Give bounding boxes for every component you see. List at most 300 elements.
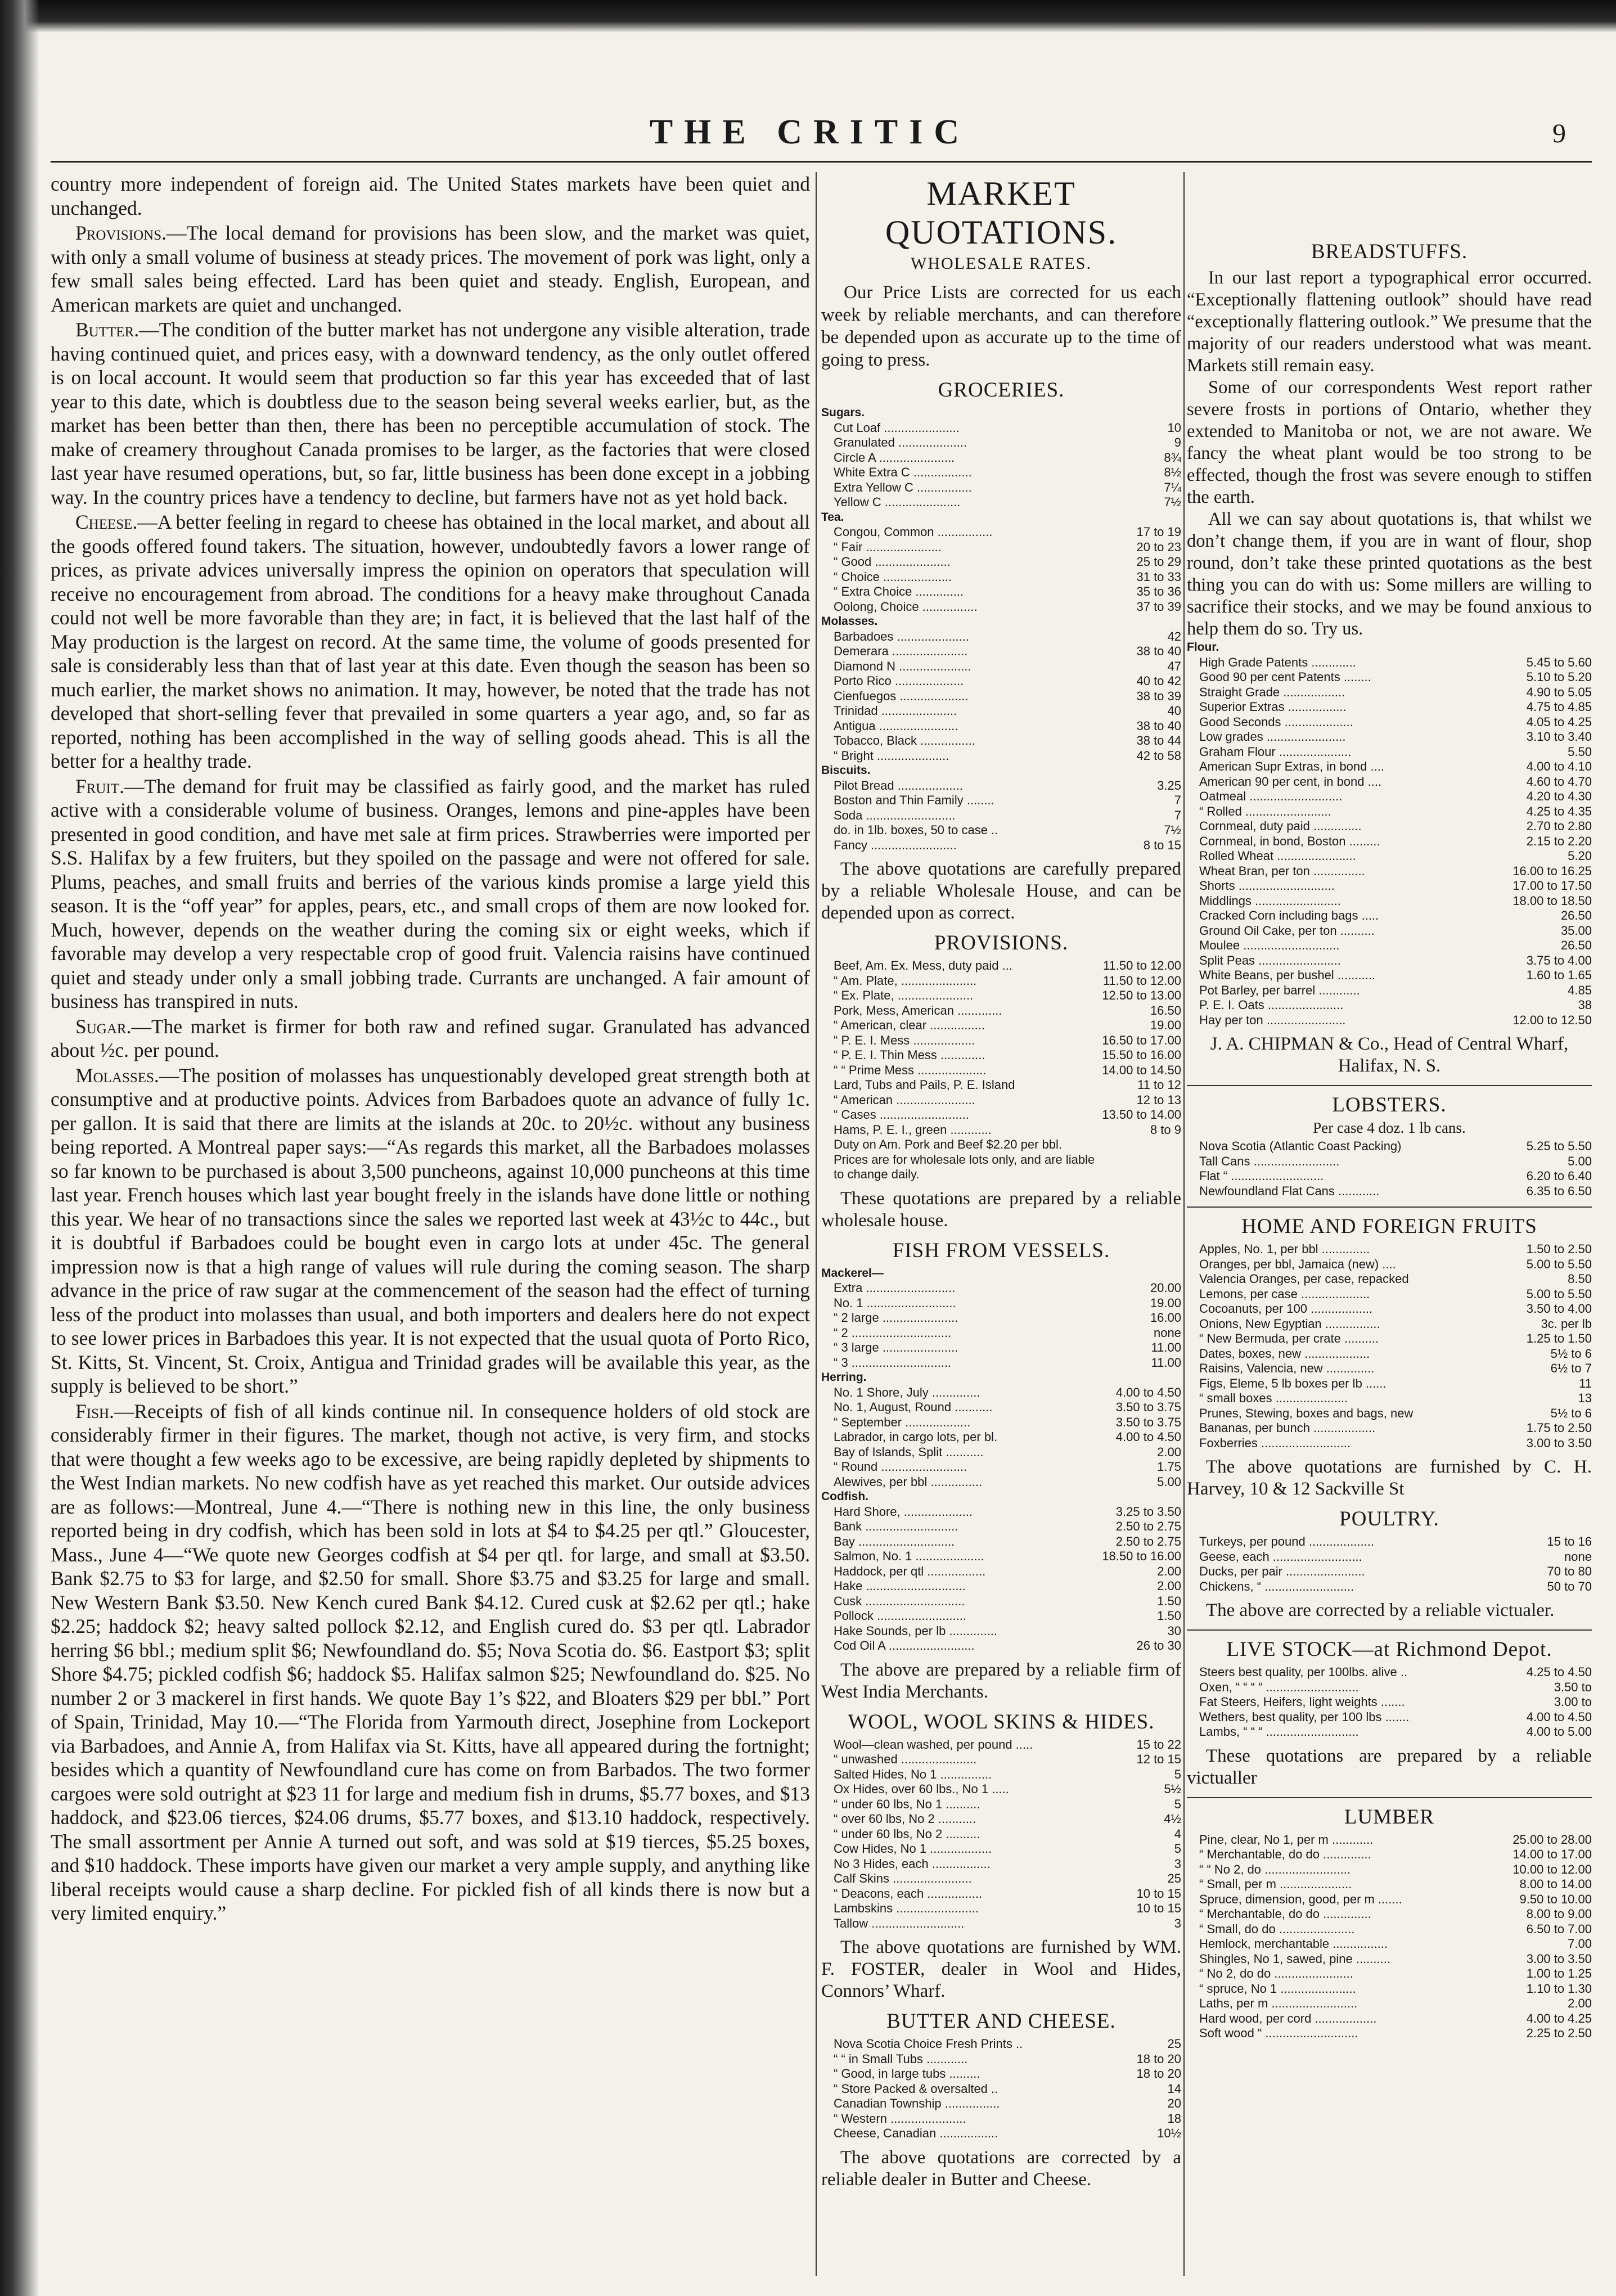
price-row xyxy=(821,495,1181,510)
paragraph-text: —Receipts of fish of all kinds continue nil. In consequence holders of old stock are considerably firmer in their figures. The market, though not active, is very firm, and stocks that were thought a few weeks ago to be excessive, are being rapidly depleted by shipments to the West Indian markets. No new codfish have as yet reached this market. Our outside advices are as follows:—Montreal, June 4.—“There is nothing new in this line, the only business reported being in dry codfish, which has been sold in lots at $4 to $4.25 per qtl.” Gloucester, Mass., June 4—“We quote new Georges codfish at $4 per qtl. for large, and small at $3.50. Bank $2.75 to $3 for large, and $2.50 for small. Shore $3.75 and $3.25 for large and small. New Western Bank $3.50. New Kench cured Bank $4.12. Cured cusk at $2.62 per qtl.; hake $2.25; haddock $2; heavy salted pollock $2.12, and English cured do. $3 per qtl. Labrador herring $6 bbl.; medium split $6; Newfoundland do. $5; Nova Scotia do. $6. Eastport $3; split Shore $4.75; pickled codfish $6; haddock $5. Halifax salmon $25; Newfoundland do. $25. No number 2 or 3 mackerel in first hands. We quote Bay 1’s $22, and Bloaters $29 per bbl.” Port of Spain, Trinidad, May 10.—“The Florida from Yarmouth direct, Josephine from Lockeport via Barbadoes, and Annie A, from Halifax via St. Kitts, have all appeared during the fortnight; besides which a quantity of Newfoundland cure has come on from Barbados. The two former cargoes were sold outright at $23 11 for large and medium fish in drums, $5.77 boxes, and $13 haddock, and $23.06 tierces, $24.06 drums, $5.77 boxes, and $13.10 haddock, respectively. The small assortment per Annie A turned out soft, and was sold at $19 tierces, $5.25 boxes, and $10 haddock. These imports have given our market a very ample supply, and anything like liberal receipts would cause a sharp decline. For pickled fish of all kinds there is now but a very limited enquiry.” xyxy=(51,1399,810,1924)
price-item: “ New Bermuda, per crate .......... xyxy=(1199,1331,1379,1345)
price-value: 8¾ xyxy=(1164,450,1181,465)
price-value: 19.00 xyxy=(1150,1295,1181,1310)
price-row xyxy=(1187,1847,1592,1862)
price-value: 4.00 to 5.00 xyxy=(1526,1725,1592,1739)
price-item: “ 3 large ...................... xyxy=(834,1340,958,1354)
price-value: 31 to 33 xyxy=(1136,569,1181,584)
price-item: Apples, No. 1, per bbl .............. xyxy=(1199,1242,1370,1256)
price-value: 5.00 xyxy=(1157,1474,1181,1489)
fish-section xyxy=(821,1239,1181,1703)
breadstuffs-section xyxy=(1187,240,1592,1077)
poultry-footer: The above are corrected by a reliable victualer. xyxy=(1206,1600,1555,1620)
price-value: 3.25 to 3.50 xyxy=(1115,1504,1181,1519)
price-item: Alewives, per bbl ............... xyxy=(834,1474,983,1489)
price-row xyxy=(1187,1317,1592,1332)
quotations-intro: Our Price Lists are corrected for us each week by reliable merchants, and can therefore be depended upon as accurate up to the time of going to press. xyxy=(821,282,1181,370)
price-value: 3c. per lb xyxy=(1541,1316,1592,1331)
commentary-paragraph xyxy=(51,1064,810,1398)
paragraph-lead: Butter. xyxy=(75,318,139,341)
price-value: 1.60 to 1.65 xyxy=(1526,968,1592,982)
price-value: 4.00 to 4.50 xyxy=(1526,1709,1592,1724)
price-item: Molasses. xyxy=(821,615,878,628)
price-item: Trinidad ...................... xyxy=(834,704,957,718)
scan-binding-edge xyxy=(0,0,39,2296)
price-value: 1.50 to 2.50 xyxy=(1526,1242,1592,1256)
lobsters-title: LOBSTERS. xyxy=(1332,1093,1447,1117)
price-item: Calf Skins ....................... xyxy=(834,1871,972,1885)
paragraph-text: —A better feeling in regard to cheese has obtained in the local market, and about all the goods offered found takers. The situation, however, undoubtedly favors a lower range of prices, as private advices universally impress the opinion on operators that speculation will receive no encouragement from abroad. The conditions for a heavy make throughout Canada could not well be more favorable than they are; in fact, it is believed that the last half of the May production is the largest on record. At the same time, the volume of goods presented for sale is considerably less than that of last year at this date. Even though the season has been so much earlier, the market shows no animation. It may, however, be noted that the trade has not developed that short-selling fever that prevailed in some quarters a year ago, and, so far as reported, nothing has been accomplished in the way of selling goods ahead. This is all the better for a healthy trade. xyxy=(51,511,810,772)
price-row xyxy=(1187,1287,1592,1302)
price-value: 4½ xyxy=(1164,1812,1181,1826)
price-value: 3.50 to xyxy=(1554,1680,1592,1694)
price-value: 12 to 13 xyxy=(1136,1092,1181,1107)
price-row xyxy=(1187,1257,1592,1272)
price-value: 25 to 29 xyxy=(1136,555,1181,569)
price-row xyxy=(1187,1302,1592,1317)
price-value: 12 to 15 xyxy=(1136,1752,1181,1766)
price-value: 10 to 15 xyxy=(1136,1901,1181,1915)
price-item: Wool—clean washed, per pound ..... xyxy=(834,1737,1033,1752)
price-row xyxy=(1187,1862,1592,1878)
price-value: 40 xyxy=(1167,704,1181,718)
lumber-table xyxy=(1187,1833,1592,2041)
price-value: 5 xyxy=(1174,1767,1181,1781)
price-item: Pilot Bread ................... xyxy=(834,778,963,793)
provisions-footer: These quotations are prepared by a reliable wholesale house. xyxy=(821,1188,1181,1231)
price-row xyxy=(821,629,1181,645)
price-item: Hake ............................. xyxy=(834,1579,966,1593)
groceries-table xyxy=(821,406,1181,853)
price-row xyxy=(821,2082,1181,2097)
price-row xyxy=(1187,983,1592,998)
price-row xyxy=(821,1812,1181,1827)
price-item: Shingles, No 1, sawed, pine .......... xyxy=(1199,1951,1390,1966)
price-item: White Extra C ................. xyxy=(834,465,972,479)
price-row xyxy=(821,1063,1181,1078)
price-item: Pot Barley, per barrel ............ xyxy=(1199,983,1360,997)
livestock-table xyxy=(1187,1665,1592,1740)
price-row xyxy=(821,406,1181,421)
price-row xyxy=(821,1266,1181,1281)
price-item: “ 2 ............................. xyxy=(834,1325,952,1340)
price-item: No. 1 Shore, July .............. xyxy=(834,1385,980,1399)
price-item: High Grade Patents ............. xyxy=(1199,655,1356,669)
breadstuffs-text-3: All we can say about quotations is, that whilst we don’t change them, if you are in want of flour, shop round, don’t take these printed quotations as the best thing you can do with us: Some millers are willing to sacrifice their stocks, and we may be found anxious to help them do so. Try us. xyxy=(1187,509,1592,639)
price-value: 38 to 44 xyxy=(1136,733,1181,748)
quotations-column-left xyxy=(821,172,1181,2276)
fish-title: FISH FROM VESSELS. xyxy=(892,1239,1110,1262)
price-value: 5½ to 6 xyxy=(1550,1346,1592,1361)
price-row xyxy=(1187,1725,1592,1740)
price-item: Cow Hides, No 1 .................. xyxy=(834,1842,992,1856)
price-row xyxy=(1187,894,1592,909)
fish-table xyxy=(821,1266,1181,1654)
price-item: Congou, Common ................ xyxy=(834,525,993,539)
price-value: 6.20 to 6.40 xyxy=(1526,1169,1592,1183)
price-item: Extra .......................... xyxy=(834,1281,956,1295)
breadstuffs-text-2: Some of our correspondents West report rather severe frosts in portions of Ontario, whether they extended to Manitoba or not, we are not aware. We fancy the wheat plant would be too strong to be effected, though the frost was severe enough to stiffen the earth. xyxy=(1187,377,1592,507)
price-value: 3 xyxy=(1174,1856,1181,1871)
price-row xyxy=(821,733,1181,749)
butter-title: BUTTER AND CHEESE. xyxy=(886,2010,1116,2033)
price-item: “ P. E. I. Thin Mess ............. xyxy=(834,1048,985,1062)
price-value: 10½ xyxy=(1157,2126,1181,2140)
price-item: Cornmeal, duty paid .............. xyxy=(1199,819,1362,833)
livestock-section xyxy=(1187,1637,1592,1789)
price-value: 5.10 to 5.20 xyxy=(1526,670,1592,684)
price-item: Oxen, “ “ “ “ ........................... xyxy=(1199,1680,1359,1694)
price-value: 5.45 to 5.60 xyxy=(1526,655,1592,669)
lobsters-table xyxy=(1187,1139,1592,1199)
price-value: 1.75 xyxy=(1157,1460,1181,1474)
scan-top-edge xyxy=(0,0,1616,33)
price-row xyxy=(821,1519,1181,1534)
price-row xyxy=(1187,1391,1592,1406)
paragraph-text: country more independent of foreign aid. The United States markets have been quiet and unchanged. xyxy=(51,173,810,219)
poultry-section xyxy=(1187,1507,1592,1622)
price-item: to change daily. xyxy=(834,1167,920,1181)
paragraph-lead: Cheese. xyxy=(75,511,138,533)
section-rule xyxy=(1187,1629,1592,1631)
price-item: No 3 Hides, each ................. xyxy=(834,1856,991,1871)
price-value: 3.00 to 3.50 xyxy=(1526,1435,1592,1450)
price-item: Granulated .................... xyxy=(834,435,967,449)
price-row xyxy=(821,1534,1181,1550)
price-row xyxy=(1187,745,1592,760)
price-item: Pork, Mess, American ............. xyxy=(834,1003,1002,1018)
price-value: 30 xyxy=(1167,1623,1181,1638)
lumber-section xyxy=(1187,1805,1592,2041)
price-row xyxy=(1187,1361,1592,1376)
price-row xyxy=(821,659,1181,674)
price-row xyxy=(1187,864,1592,879)
commentary-paragraph xyxy=(51,775,810,1014)
price-item: “ Western ...................... xyxy=(834,2111,966,2126)
price-row xyxy=(821,1857,1181,1872)
price-item: “ American ....................... xyxy=(834,1092,975,1107)
price-row xyxy=(821,1078,1181,1093)
price-item: Yellow C ...................... xyxy=(834,495,961,509)
price-row xyxy=(821,465,1181,480)
price-row xyxy=(821,540,1181,555)
price-row xyxy=(821,584,1181,600)
price-row xyxy=(821,1385,1181,1401)
price-row xyxy=(821,1737,1181,1753)
price-item: Tall Cans ......................... xyxy=(1199,1154,1340,1168)
price-item: Flat “ ........................... xyxy=(1199,1169,1324,1183)
price-value: 47 xyxy=(1167,659,1181,673)
price-item: Chickens, “ .......................... xyxy=(1199,1579,1354,1593)
price-row xyxy=(821,1430,1181,1445)
price-value: 7 xyxy=(1174,793,1181,807)
price-item: Biscuits. xyxy=(821,764,871,777)
paragraph-text: —The position of molasses has unquestionably developed great strength both at consumptive and at productive points. Advices from Barbadoes quote an advance of fully 1c. per gallon. It is said that there are limits at the islands at 20c. to 20½c. without any business being reported. A Montreal paper says:—“As regards this market, all the Barbadoes molasses so far known to be purchased is about 3,500 puncheons, against 10,000 puncheons at this time last year. French houses which last year bought freely in the islands have done little or nothing this year. We hear of no transactions since the sales we reported last week at 43½c to 44c., but it is doubtful if Barbadoes could be bought even in cargo lots at under 45c. The general impression now is that a high range of values will rule during the coming season. The sharp advance in the price of raw sugar at the commencement of the season had the effect of turning less of the product into molasses than usual, and both importers and dealers here do not expect to see lower prices in Barbadoes this year. It is not expected that the usual quota of Porto Rico, St. Kitts, St. Vincent, St. Croix, Antigua and Trinidad grades will be available this year, as the supply is believed to be short.” xyxy=(51,1064,810,1397)
price-value: 5.20 xyxy=(1568,849,1592,863)
price-value: 5.50 xyxy=(1568,744,1592,759)
price-value: 4.60 to 4.70 xyxy=(1526,774,1592,789)
price-item: Cienfuegos .................... xyxy=(834,688,969,703)
price-item: Foxberries .......................... xyxy=(1199,1435,1351,1450)
price-row xyxy=(1187,2026,1592,2041)
price-value: 4.00 to 4.50 xyxy=(1115,1430,1181,1444)
price-row xyxy=(821,763,1181,778)
price-item: Lemons, per case .................... xyxy=(1199,1286,1370,1301)
price-value: 8.00 to 14.00 xyxy=(1519,1877,1592,1891)
price-value: 11 xyxy=(1579,1376,1592,1390)
price-item: No. 1, August, Round ........... xyxy=(834,1400,993,1414)
price-row xyxy=(1187,1564,1592,1579)
price-value: 7½ xyxy=(1164,823,1181,837)
price-row xyxy=(821,600,1181,615)
price-value: 8 to 9 xyxy=(1150,1122,1181,1137)
price-row xyxy=(1187,1436,1592,1451)
price-row xyxy=(821,1752,1181,1767)
price-row xyxy=(821,793,1181,808)
price-value: 2.00 xyxy=(1568,1996,1592,2010)
price-row xyxy=(1187,1695,1592,1710)
price-row xyxy=(1187,685,1592,700)
price-item: Rolled Wheat ....................... xyxy=(1199,849,1356,863)
price-item: Ducks, per pair ....................... xyxy=(1199,1564,1365,1578)
price-item: Lard, Tubs and Pails, P. E. Island xyxy=(834,1078,1015,1092)
price-row xyxy=(821,435,1181,451)
price-row xyxy=(1187,1272,1592,1287)
price-row xyxy=(821,719,1181,734)
price-item: Soft wood “ ........................... xyxy=(1199,2026,1358,2040)
price-value: 3.00 to 3.50 xyxy=(1526,1951,1592,1966)
price-value: 8½ xyxy=(1164,465,1181,479)
price-value: 10.00 to 12.00 xyxy=(1513,1862,1592,1876)
price-row xyxy=(821,1445,1181,1460)
price-value: 25.00 to 28.00 xyxy=(1513,1832,1592,1847)
price-item: Duty on Am. Pork and Beef $2.20 per bbl. xyxy=(834,1137,1063,1151)
price-item: Mackerel— xyxy=(821,1266,884,1280)
price-value: 42 to 58 xyxy=(1136,748,1181,763)
price-item: Fat Steers, Heifers, light weights ....... xyxy=(1199,1695,1405,1709)
price-value: 70 to 80 xyxy=(1547,1564,1592,1578)
price-item: Ground Oil Cake, per ton .......... xyxy=(1199,923,1375,938)
livestock-footer: These quotations are prepared by a reliable victualler xyxy=(1187,1745,1592,1788)
price-item: Split Peas ........................ xyxy=(1199,953,1341,967)
price-value: 2.00 xyxy=(1157,1579,1181,1593)
price-item: “ Deacons, each ................ xyxy=(834,1886,983,1901)
price-item: Lambs, “ “ “ ........................... xyxy=(1199,1725,1359,1739)
price-item: Cheese, Canadian ................. xyxy=(834,2126,998,2140)
price-row xyxy=(821,2067,1181,2082)
price-row xyxy=(821,1326,1181,1341)
price-value: 7.00 xyxy=(1568,1937,1592,1951)
price-item: “ 2 large ...................... xyxy=(834,1311,958,1325)
price-item: “ Rolled ......................... xyxy=(1199,804,1331,818)
paragraph-text: —The local demand for provisions has been slow, and the market was quiet, with only a small volume of business at steady prices. The movement of pork was light, only a few small sales being effected. Lard has been quiet and steady. English, European, and American markets are quiet and unchanged. xyxy=(51,222,810,316)
price-value: 18 to 20 xyxy=(1136,2051,1181,2066)
price-value: 26.50 xyxy=(1560,908,1592,922)
fish-footer: The above are prepared by a reliable firm of West India Merchants. xyxy=(821,1659,1181,1702)
price-row xyxy=(1187,759,1592,775)
price-row xyxy=(821,1033,1181,1048)
price-value: 40 to 42 xyxy=(1136,674,1181,688)
lobsters-note: Per case 4 doz. 1 lb cans. xyxy=(1313,1119,1466,1136)
price-value: 1.50 xyxy=(1157,1593,1181,1608)
price-item: “ American, clear ................ xyxy=(834,1018,985,1032)
price-value: 50 to 70 xyxy=(1547,1579,1592,1593)
paragraph-text: —The condition of the butter market has not undergone any visible alteration, trade having continued quiet, and prices easy, with a downward tendency, as the only outlet offered is on local account. It would seem that production so far this year has exceeded that of last year to this date, which is doubtless due to the season being several weeks earlier, but, as the market has been better than then, there has been no perceptible accumulation of stock. The make of creamery throughout Canada promises to be larger, as the factories that were closed last year have resumed operations, but, so far, little business has been done except in a jobbing way. In the country prices have a tendency to decline, but farmers have not as yet hold back. xyxy=(51,318,810,508)
quotations-column-right xyxy=(1187,172,1592,2276)
price-row xyxy=(1187,1347,1592,1362)
price-row xyxy=(1187,998,1592,1013)
price-item: Flour. xyxy=(1187,641,1219,654)
price-value: 11.00 xyxy=(1151,1355,1181,1370)
price-row xyxy=(821,451,1181,466)
price-row xyxy=(821,704,1181,719)
price-item: Figs, Eleme, 5 lb boxes per lb ...... xyxy=(1199,1376,1387,1390)
butter-section xyxy=(821,2009,1181,2191)
price-item: Prices are for wholesale lots only, and are liable xyxy=(834,1152,1095,1167)
price-row xyxy=(1187,700,1592,715)
price-value: 6.50 to 7.00 xyxy=(1526,1921,1592,1936)
price-item: Superior Extras ................. xyxy=(1199,700,1347,714)
price-row xyxy=(1187,1877,1592,1892)
price-value: 7½ xyxy=(1164,495,1181,509)
price-row xyxy=(821,1489,1181,1505)
price-row xyxy=(1187,640,1592,655)
price-value: 14.00 to 17.00 xyxy=(1513,1847,1592,1861)
price-item: “ unwashed ...................... xyxy=(834,1752,977,1766)
price-item: Laths, per m ......................... xyxy=(1199,1996,1358,2010)
breadstuffs-table xyxy=(1187,640,1592,1028)
fruits-title: HOME AND FOREIGN FRUITS xyxy=(1241,1215,1537,1238)
commentary-paragraph xyxy=(51,1015,810,1063)
price-value: 5.00 to 5.50 xyxy=(1526,1257,1592,1271)
price-value: 17.00 to 17.50 xyxy=(1513,879,1592,893)
price-row xyxy=(821,1871,1181,1887)
price-item: Canadian Township ................ xyxy=(834,2096,1000,2110)
paragraph-text: —The demand for fruit may be classified as fairly good, and the market has ruled active with a considerable volume of business. Oranges, lemons and pine-apples have been presented in good condition, and have met sale at firm prices. Strawberries were imported per S.S. Halifax by a few fruiters, but they spoiled on the passage and were not offered for sale. Plums, peaches, and small fruits and berries of the various kinds promise a large yield this season. It is the “off year” for apples, pears, etc., and small crops of them are now looked for. Much, however, depends on the weather during the coming six or eight weeks, which if favorable may develop a very respectable crop of good fruit. Valencia raisins have continued quiet and steady under only a small jobbing trade. Currants are unchanged. A fair amount of business has transpired in nuts. xyxy=(51,775,810,1012)
price-value: 37 to 39 xyxy=(1136,599,1181,614)
price-value: 16.00 to 16.25 xyxy=(1513,863,1592,878)
price-row xyxy=(821,838,1181,853)
price-item: Ox Hides, over 60 lbs., No 1 ..... xyxy=(834,1782,1009,1796)
price-item: Tallow ........................... xyxy=(834,1916,965,1930)
wool-footer: The above quotations are furnished by WM. F. FOSTER, dealer in Wool and Hides, Connors’ Wharf. xyxy=(821,1937,1181,2001)
price-row xyxy=(1187,849,1592,864)
price-value: 7 xyxy=(1174,808,1181,822)
paragraph-text: —The market is firmer for both raw and refined sugar. Granulated has advanced about ½c. per pound. xyxy=(51,1015,810,1061)
column-rule-1 xyxy=(816,172,817,2276)
price-value: 5.00 xyxy=(1568,1154,1592,1168)
groceries-title: GROCERIES. xyxy=(938,379,1065,402)
price-row xyxy=(821,1108,1181,1123)
commentary-column xyxy=(51,172,810,2276)
section-rule xyxy=(1187,1206,1592,1208)
price-row xyxy=(1187,2011,1592,2027)
price-item: “ Merchantable, do do .............. xyxy=(1199,1907,1371,1921)
price-value: 3.50 to 4.00 xyxy=(1526,1302,1592,1316)
price-item: Nova Scotia Choice Fresh Prints .. xyxy=(834,2037,1023,2051)
price-item: Sugars. xyxy=(821,406,865,419)
price-row xyxy=(821,1842,1181,1857)
price-item: Salmon, No. 1 .................... xyxy=(834,1549,984,1563)
price-value: 2.00 xyxy=(1157,1444,1181,1459)
price-item: Wheat Bran, per ton ............... xyxy=(1199,863,1365,878)
price-row xyxy=(821,1916,1181,1932)
price-item: Soda .......................... xyxy=(834,808,956,822)
price-item: Nova Scotia (Atlantic Coast Packing) xyxy=(1199,1139,1402,1153)
price-row xyxy=(1187,1169,1592,1184)
price-item: Cusk ............................. xyxy=(834,1593,965,1608)
price-value: 2.15 to 2.20 xyxy=(1526,834,1592,848)
price-row xyxy=(1187,1937,1592,1952)
price-value: 4.00 to 4.50 xyxy=(1115,1385,1181,1399)
price-row xyxy=(821,1624,1181,1639)
price-item: American 90 per cent, in bond .... xyxy=(1199,774,1382,789)
price-value: 16.00 xyxy=(1150,1311,1181,1325)
price-value: 38 to 40 xyxy=(1136,718,1181,733)
price-item: “ Fair ...................... xyxy=(834,539,942,554)
price-row xyxy=(821,1048,1181,1063)
price-value: none xyxy=(1154,1325,1181,1340)
price-row xyxy=(821,1609,1181,1624)
price-item: Oatmeal ........................... xyxy=(1199,789,1343,803)
price-value: 11.00 xyxy=(1151,1340,1181,1354)
price-item: “ No 2, do do ....................... xyxy=(1199,1966,1353,1980)
price-row xyxy=(1187,1966,1592,1982)
price-item: Hams, P. E. I., green ............ xyxy=(834,1122,992,1137)
price-item: Haddock, per qtl ................. xyxy=(834,1564,986,1578)
price-row xyxy=(1187,1406,1592,1421)
commentary-paragraph xyxy=(51,221,810,317)
price-row xyxy=(1187,834,1592,849)
price-row xyxy=(821,778,1181,794)
header-rule xyxy=(51,161,1592,163)
price-value: 25 xyxy=(1167,2037,1181,2051)
price-item: Lambskins ........................ xyxy=(834,1901,979,1915)
price-value: 5.25 to 5.50 xyxy=(1526,1139,1592,1153)
price-row xyxy=(821,823,1181,838)
price-row xyxy=(821,2126,1181,2141)
price-row xyxy=(821,1782,1181,1797)
price-value: 38 to 40 xyxy=(1136,644,1181,658)
price-row xyxy=(1187,1242,1592,1257)
price-row xyxy=(1187,1665,1592,1680)
price-row xyxy=(1187,924,1592,939)
price-value: 4.75 to 4.85 xyxy=(1526,700,1592,714)
price-item: Oranges, per bbl, Jamaica (new) .... xyxy=(1199,1257,1396,1271)
price-row xyxy=(1187,908,1592,924)
price-value: 2.70 to 2.80 xyxy=(1526,819,1592,833)
price-item: “ Small, do do ...................... xyxy=(1199,1921,1355,1936)
price-value: 4.00 to 4.25 xyxy=(1526,2011,1592,2025)
price-value: 38 to 39 xyxy=(1136,688,1181,703)
price-value: 11.50 to 12.00 xyxy=(1102,973,1181,988)
price-value: 4.05 to 4.25 xyxy=(1526,714,1592,729)
lumber-title: LUMBER xyxy=(1344,1805,1435,1829)
price-item: “ spruce, No 1 ...................... xyxy=(1199,1981,1356,1996)
price-value: 26.50 xyxy=(1560,938,1592,952)
price-item: “ over 60 lbs, No 2 ........... xyxy=(834,1812,976,1826)
price-item: “ under 60 lbs, No 1 .......... xyxy=(834,1797,980,1811)
section-rule xyxy=(1187,1797,1592,1798)
column-rule-2 xyxy=(1183,172,1185,2276)
price-value: 10 to 15 xyxy=(1136,1886,1181,1901)
provisions-title: PROVISIONS. xyxy=(934,931,1069,955)
price-item: “ Am. Plate, ...................... xyxy=(834,973,977,988)
price-value: 35 to 36 xyxy=(1136,584,1181,598)
price-row xyxy=(821,1901,1181,1916)
price-value: 4.90 to 5.05 xyxy=(1526,685,1592,699)
price-item: “ P. E. I. Mess .................. xyxy=(834,1033,975,1047)
